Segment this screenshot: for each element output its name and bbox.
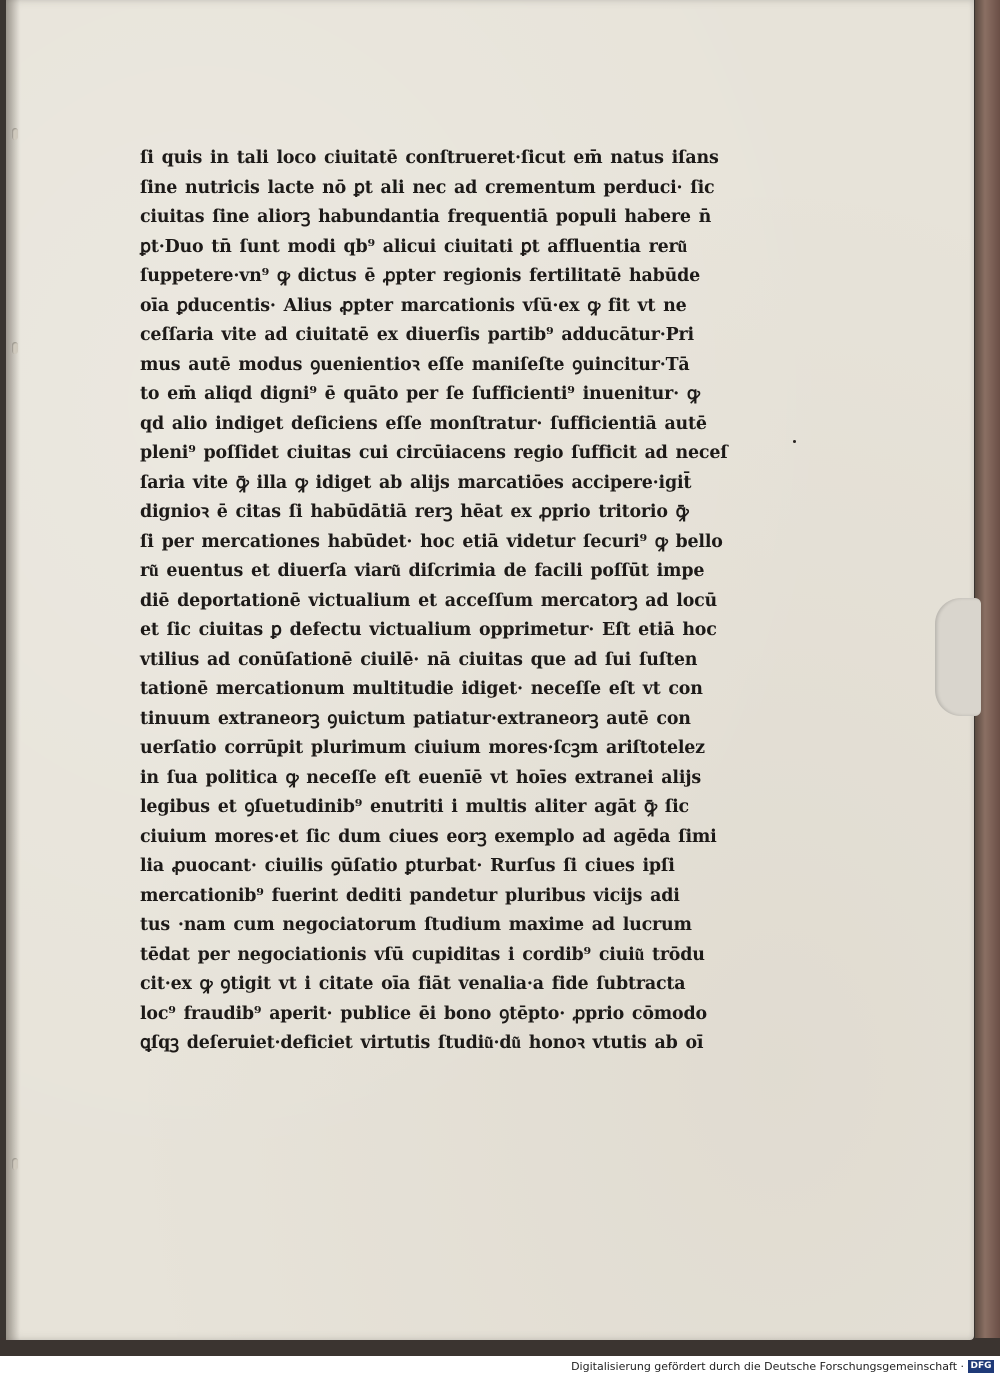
body-text [140,144,740,1059]
text-line: vtilius ad conūſationē ciuilē· nā ciuitas que ad ſui ſuſten [140,649,698,670]
text-line: ſuppetere·vn⁹ ꝙ dictus ē ꝓpter regionis fertilitatē habūde [140,266,700,286]
text-line: legibus et ꝯſuetudinib⁹ enutriti i multis aliter agāt ꝙ̄ ſic [140,797,689,817]
text-line: qd alio indiget deſiciens eſſe monſtratur· ſufficientiā autē [140,413,707,434]
text-line: in ſua politica ꝙ neceſſe eſt euenīē vt hoīes extranei alijs [140,767,701,788]
text-line: loc⁹ fraudib⁹ aperit· publice ēi bono ꝯtēpto· ꝓprio cōmodo [140,1003,707,1024]
footer-bar [0,1356,1000,1379]
text-line: ſi per mercationes habūdet· hoc etiā videtur ſecuri⁹ ꝙ bello [140,531,723,552]
text-line: ꝑt·Duo tn̄ ſunt modi qb⁹ alicui ciuitati ꝑt affluentia reru͂ [140,236,688,257]
binding-hole [12,1158,18,1170]
binding-hole [12,342,18,354]
text-line: cit·ex ꝙ ꝯtigit vt i citate oīa fiāt venalia·a fide ſubtracta [140,974,686,994]
text-line: ſine nutricis lacte nō ꝑt ali nec ad crementum perduci· ſic [140,177,715,198]
text-line: diē deportationē victualium et acceſſum mercatorꝫ ad locū [140,590,718,611]
text-line: tēdat per negociationis vſū cupiditas i cordib⁹ ciuiu͂ trōdu [140,944,705,965]
text-line: ciuium mores·et ſic dum ciues eorꝫ exemplo ad agēda ſimi [140,826,717,847]
text-line: ſaria vite ꝙ̄ illa ꝙ idiget ab alijs marcatiōes accipere·igit̄ [140,472,692,493]
page-tab [935,598,981,716]
text-line: tinuum extraneorꝫ ꝯuictum patiatur·extraneorꝫ autē con [140,708,691,729]
text-line: tationē mercationum multitudie idiget· neceſſe eſt vt con [140,679,703,699]
text-line: ꝗſqꝫ deſeruiet·deficiet virtutis ſtudiu͂·du͂ honoꝛ vtutis ab oī [140,1033,704,1053]
text-line: mus autē modus ꝯuenientioꝛ eſſe maniſeſte ꝯuincitur·Tā [140,354,690,375]
text-line: to em̄ aliqd digni⁹ ē quāto per ſe ſufficienti⁹ inuenitur· ꝙ [140,384,700,404]
text-line: ciuitas ſine aliorꝫ habundantia frequentiā populi habere n̄ [140,207,712,227]
text-line: lia ꝓuocant· ciuilis ꝯūſatio ꝑturbat· Rurſus ſi ciues ipſi [140,856,675,876]
text-line: uerſatio corrūpit plurimum ciuium mores·ſcꝫm ariſtotelez [140,738,705,758]
ink-speck [793,440,796,443]
text-line: pleni⁹ poſſidet ciuitas cui circūiacens regio ſufficit ad neceſ [140,443,728,463]
book-edge-bottom [0,1338,1000,1356]
text-line: oīa ꝑducentis· Alius ꝓpter marcationis vſū·ex ꝙ fit vt ne [140,295,687,316]
gutter-shadow [6,0,20,1340]
text-line: mercationib⁹ fuerint dediti pandetur pluribus vicijs adi [140,885,680,906]
dfg-logo: DFG [968,1360,994,1373]
text-line: tus ·nam cum negociatorum ſtudium maxime ad lucrum [140,915,692,935]
text-line: ſi quis in tali loco ciuitatē conſtrueret·ſicut em̄ natus iſans [140,148,719,168]
text-line: ceſſaria vite ad ciuitatē ex diuerſis partib⁹ adducātur·Pri [140,325,694,345]
text-line: et ſic ciuitas ꝑ defectu victualium opprimetur· Eſt etiā hoc [140,620,717,640]
text-line: dignioꝛ ē citas ſi habūdātiā rerꝫ hēat ex ꝓprio tritorio ꝙ̄ [140,502,689,522]
text-line: ru͂ euentus et diuerſa viaru͂ diſcrimia de facili poſſūt impe [140,561,705,581]
footer-credit: Digitalisierung gefördert durch die Deutsche Forschungsgemeinschaft · [571,1360,964,1373]
binding-hole [12,128,18,140]
